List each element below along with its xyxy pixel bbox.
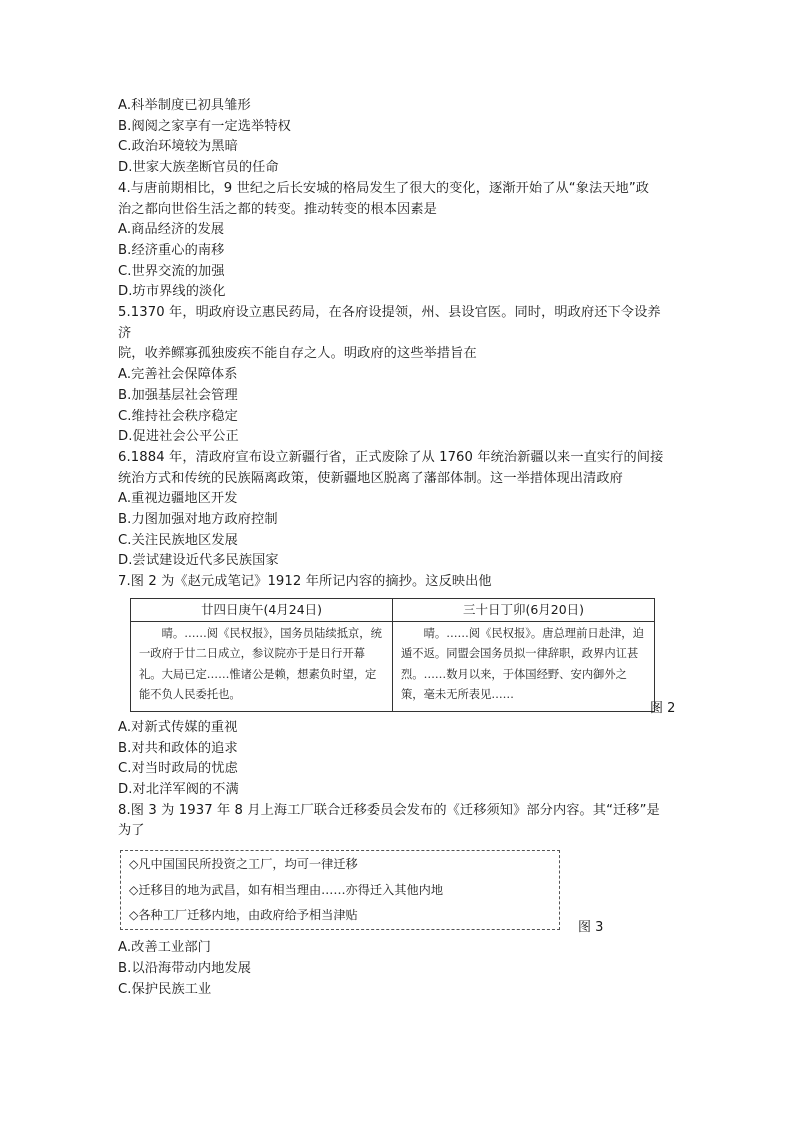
q5-stem-line-1: 5.1370 年，明政府设立惠民药局，在各府设提领，州、县设官医。同时，明政府还下令设养 (118, 305, 661, 321)
q3-option-d: D.世家大族垄断官员的任命 (118, 160, 279, 176)
q3-options (118, 96, 678, 179)
diary-excerpt-table (130, 598, 655, 712)
q6-stem-line-2: 统治方式和传统的民族隔离政策，使新疆地区脱离了藩部体制。这一举措体现出清政府 (118, 470, 623, 486)
question-6 (118, 448, 678, 572)
diary-entry-left-text: 晴。……阅《民权报》，国务员陆续抵京，统一政府于廿二日成立，参议院亦于是日行开幕礼。大局已定……惟诸公是赖，想素负时望，定能不负人民委托也。 (139, 626, 382, 702)
q3-option-b: B.阀阅之家享有一定选举特权 (118, 118, 291, 134)
q7-stem: 7.图 2 为《赵元成笔记》1912 年所记内容的摘抄。这反映出他 (118, 574, 492, 590)
q4-option-b: B.经济重心的南移 (118, 242, 225, 258)
diary-entry-right (392, 599, 654, 711)
q8-option-a: A.改善工业部门 (118, 940, 211, 956)
figure-2-label: 图 2 (650, 700, 676, 716)
q3-option-c: C.政治环境较为黑暗 (118, 139, 238, 155)
q4-stem-line-2: 治之都向世俗生活之都的转变。推动转变的根本因素是 (118, 201, 437, 217)
q5-option-b: B.加强基层社会管理 (118, 387, 238, 403)
q7-option-d: D.对北洋军阀的不满 (118, 781, 239, 797)
diary-entry-left (131, 599, 392, 711)
q8-stem-line-1: 8.图 3 为 1937 年 8 月上海工厂联合迁移委员会发布的《迁移须知》部分内容。其“迁移”是 (118, 802, 660, 818)
q5-option-d: D.促进社会公平公正 (118, 429, 239, 445)
q4-option-d: D.坊市界线的淡化 (118, 284, 226, 300)
q8-option-b: B.以沿海带动内地发展 (118, 960, 252, 976)
diary-entry-left-date: 廿四日庚午(4月24日) (131, 601, 392, 622)
q4-option-a: A.商品经济的发展 (118, 222, 225, 238)
figure-2 (118, 594, 678, 718)
q8-option-c: C.保护民族工业 (118, 981, 212, 997)
question-8 (118, 801, 678, 1001)
notice-item: ◇各种工厂迁移内地，由政府给予相当津贴 (129, 908, 358, 923)
question-7 (118, 572, 678, 801)
q5-option-a: A.完善社会保障体系 (118, 367, 238, 383)
q5-stem-line-3: 院，收养鳏寡孤独废疾不能自存之人。明政府的这些举措旨在 (118, 346, 477, 362)
q7-option-a: A.对新式传媒的重视 (118, 719, 238, 735)
q6-option-c: C.关注民族地区发展 (118, 532, 238, 548)
diary-entry-right-text: 晴。……阅《民权报》。唐总理前日赴津，迫遁不返。同盟会国务员拟一律辞职，政界内讧甚烈。……数月以来，于体国经野、安内御外之策，毫未无所表见…… (401, 626, 644, 702)
q6-stem-line-1: 6.1884 年，清政府宣布设立新疆行省，正式废除了从 1760 年统治新疆以来一直实行的间接 (118, 449, 664, 465)
q4-stem-line-1: 4.与唐前期相比，9 世纪之后长安城的格局发生了很大的变化，逐渐开始了从“象法天地”政 (118, 180, 650, 196)
q8-stem-line-2: 为了 (118, 823, 145, 839)
q6-option-a: A.重视边疆地区开发 (118, 491, 238, 507)
exam-page (118, 96, 678, 1000)
q6-option-b: B.力图加强对地方政府控制 (118, 512, 278, 528)
q7-option-b: B.对共和政体的追求 (118, 740, 238, 756)
notice-item: ◇迁移目的地为武昌，如有相当理由……亦得迁入其他内地 (129, 882, 444, 897)
figure-3-label: 图 3 (578, 920, 604, 936)
relocation-notice-box (120, 850, 560, 930)
q3-option-a: A.科举制度已初具雏形 (118, 98, 251, 113)
q4-option-c: C.世界交流的加强 (118, 263, 225, 279)
question-4 (118, 179, 678, 303)
figure-3 (118, 844, 678, 938)
diary-entry-right-date: 三十日丁卯(6月20日) (393, 601, 654, 622)
notice-item: ◇凡中国国民所投资之工厂，均可一律迁移 (129, 857, 358, 872)
q6-option-d: D.尝试建设近代多民族国家 (118, 553, 279, 569)
q5-option-c: C.维持社会秩序稳定 (118, 408, 238, 424)
q5-stem-line-2: 济 (118, 325, 132, 341)
question-5 (118, 303, 678, 448)
q7-option-c: C.对当时政局的忧虑 (118, 761, 238, 777)
